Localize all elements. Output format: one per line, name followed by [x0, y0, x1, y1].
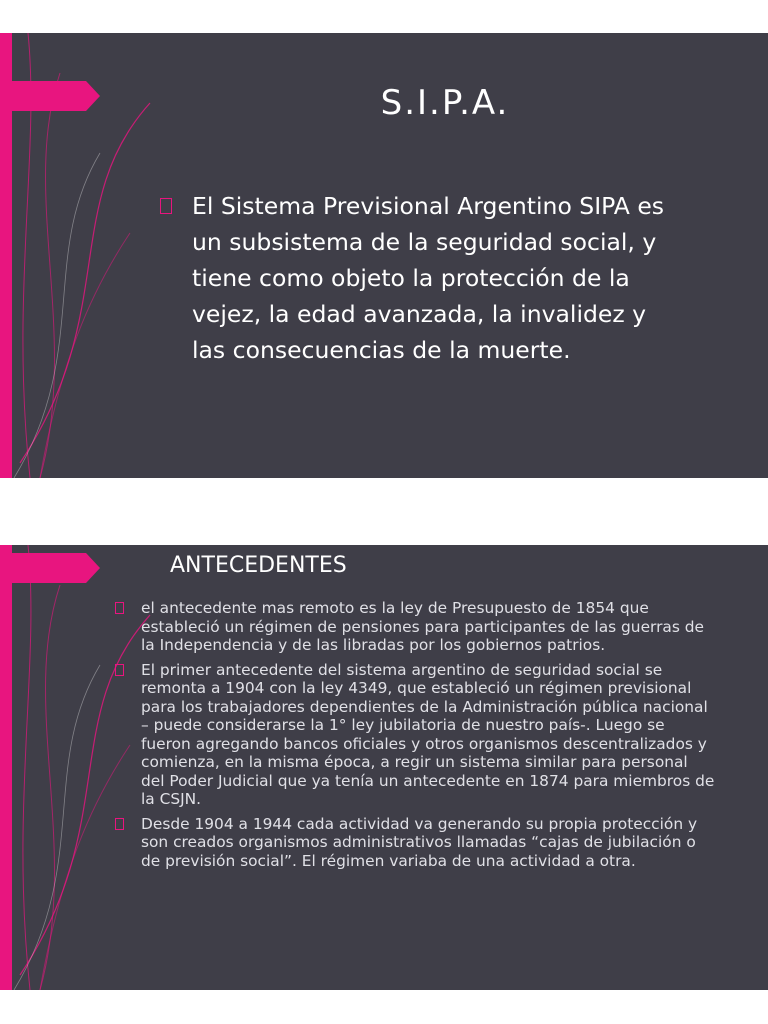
bullet-text: el antecedente mas remoto es la ley de Presupuesto de 1854 que estableció un régimen de pensiones para participantes de las guerras de la Independencia y de las libradas por los gobiernos patrios.	[141, 599, 704, 654]
bullet-icon	[160, 198, 172, 214]
slide-title: ANTECEDENTES	[170, 553, 347, 578]
bullet-list	[115, 599, 715, 876]
bullet-icon	[115, 602, 124, 614]
bullet-item	[115, 661, 715, 809]
bullet-icon	[115, 818, 124, 830]
arrow-icon	[0, 81, 100, 111]
arrow-icon	[0, 553, 100, 583]
slide-antecedentes	[0, 545, 768, 990]
bullet-item	[115, 599, 715, 655]
slide-title: S.I.P.A.	[380, 83, 510, 123]
bullet-text: El primer antecedente del sistema argentino de seguridad social se remonta a 1904 con la ley 4349, que estableció un régimen previsional para los trabajadores dependientes de la Administración pública nacional – puede considerarse la 1° ley jubilatoria de nuestro país-. Luego se fueron agregando bancos oficiales y otros organismos descentralizados y comienza, en la misma época, a regir un sistema similar para personal del Poder Judicial que ya tenía un antecedente en 1874 para miembros de la CSJN.	[141, 660, 715, 808]
bullet-text: Desde 1904 a 1944 cada actividad va generando su propia protección y son creados organismos administrativos llamadas “cajas de jubilación o de previsión social”. El régimen variaba de una actividad a otra.	[141, 814, 698, 870]
bullet-icon	[115, 664, 124, 676]
bullet-item	[160, 188, 680, 368]
slide-sipa	[0, 33, 768, 478]
bullet-text: El Sistema Previsional Argentino SIPA es un subsistema de la seguridad social, y tiene como objeto la protección de la vejez, la edad avanzada, la invalidez y las consecuencias de la muerte.	[192, 192, 665, 364]
bullet-item	[115, 815, 715, 871]
